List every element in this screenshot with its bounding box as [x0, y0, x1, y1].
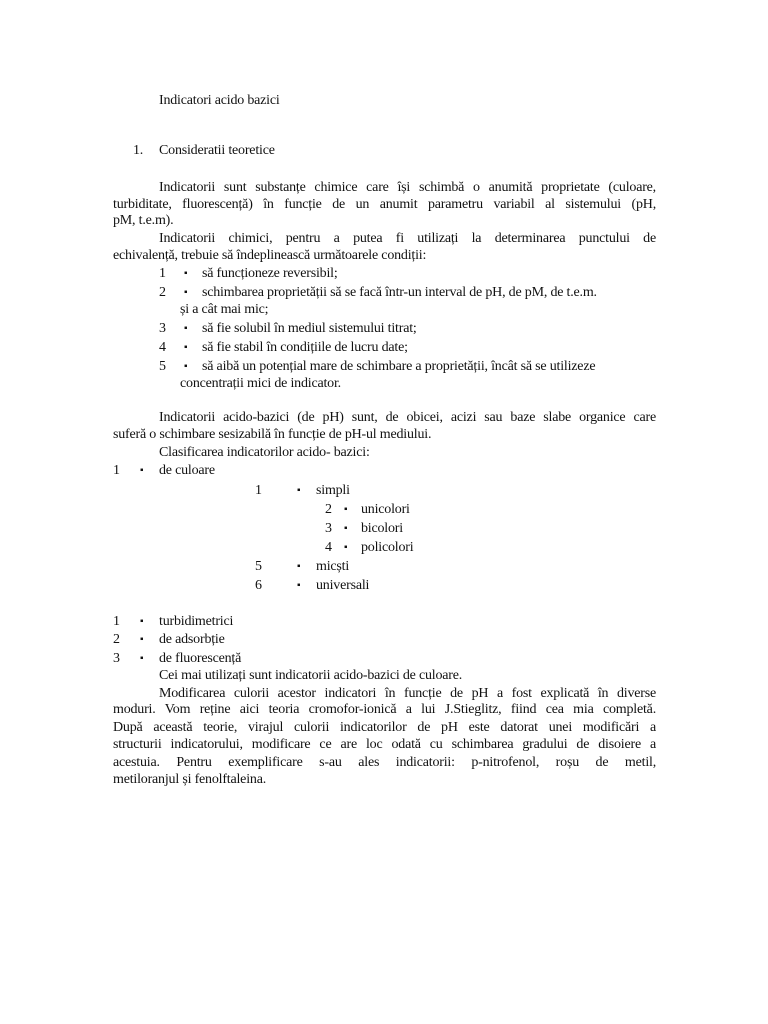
paragraph-line: turbiditate, fluorescență) în funcție de un anumit parametru variabil al sistemului (pH, [113, 197, 656, 212]
paragraph-line: Modificarea culorii acestor indicatori în funcție de pH a fost explicată în diverse [159, 686, 656, 701]
bullet-icon: ▪ [140, 653, 144, 664]
classification-subitem: simpli [316, 483, 350, 498]
bullet-icon: ▪ [297, 561, 301, 572]
list-number: 3 [325, 521, 332, 536]
list-number: 1 [113, 463, 120, 478]
list-number: 2 [159, 285, 166, 300]
list-number: 4 [325, 540, 332, 555]
bullet-icon: ▪ [344, 504, 348, 515]
list-number: 4 [159, 340, 166, 355]
paragraph-line: Indicatorii sunt substanțe chimice care își schimbă o anumită proprietate (culoare, [159, 180, 656, 195]
condition-text: să funcționeze reversibil; [202, 266, 338, 281]
document-title: Indicatori acido bazici [159, 93, 280, 108]
list-number: 1 [113, 614, 120, 629]
bullet-icon: ▪ [140, 616, 144, 627]
condition-text: să fie stabil în condițiile de lucru date; [202, 340, 408, 355]
paragraph-line: moduri. Vom reține aici teoria cromofor-ionică a lui J.Stieglitz, fiind cea mia completă. [113, 702, 656, 717]
list-number: 1 [255, 483, 262, 498]
paragraph-line: După această teorie, virajul culorii indicatorilor de pH este datorat unei modificări a [113, 720, 656, 735]
classification-item: turbidimetrici [159, 614, 234, 629]
list-number: 5 [159, 359, 166, 374]
bullet-icon: ▪ [184, 268, 188, 279]
paragraph-line: metiloranjul și fenolftaleina. [113, 772, 267, 787]
bullet-icon: ▪ [184, 323, 188, 334]
paragraph-line: Cei mai utilizați sunt indicatorii acido-bazici de culoare. [159, 668, 463, 683]
bullet-icon: ▪ [140, 465, 144, 476]
bullet-icon: ▪ [297, 580, 301, 591]
classification-subitem: bicolori [361, 521, 403, 536]
paragraph-line: acestuia. Pentru exemplificare s-au ales indicatorii: p-nitrofenol, roșu de metil, [113, 755, 656, 770]
bullet-icon: ▪ [344, 542, 348, 553]
list-number: 5 [255, 559, 262, 574]
classification-subitem: universali [316, 578, 370, 593]
paragraph-line: suferă o schimbare sesizabilă în funcție de pH-ul mediului. [113, 427, 432, 442]
condition-text: să aibă un potențial mare de schimbare a proprietății, încât să se utilizeze [202, 359, 596, 374]
classification-title: Clasificarea indicatorilor acido- bazici: [159, 445, 370, 460]
list-number: 1 [159, 266, 166, 281]
classification-item: de culoare [159, 463, 215, 478]
list-number: 3 [159, 321, 166, 336]
bullet-icon: ▪ [344, 523, 348, 534]
condition-text: să fie solubil în mediul sistemului titrat; [202, 321, 417, 336]
bullet-icon: ▪ [184, 361, 188, 372]
classification-item: de adsorbție [159, 632, 225, 647]
bullet-icon: ▪ [140, 634, 144, 645]
classification-item: de fluorescență [159, 651, 242, 666]
list-number: 3 [113, 651, 120, 666]
bullet-icon: ▪ [297, 485, 301, 496]
paragraph-line: structurii indicatorului, modificare ce are loc odată cu schimbarea gradului de disoiere a [113, 737, 656, 752]
condition-text-continued: și a cât mai mic; [180, 302, 269, 317]
list-number: 6 [255, 578, 262, 593]
paragraph-line: Indicatorii acido-bazici (de pH) sunt, de obicei, acizi sau baze slabe organice care [159, 410, 656, 425]
list-number: 2 [325, 502, 332, 517]
classification-subitem: micști [316, 559, 350, 574]
list-number: 2 [113, 632, 120, 647]
section-title: Consideratii teoretice [159, 143, 275, 158]
classification-subitem: policolori [361, 540, 414, 555]
paragraph-line: Indicatorii chimici, pentru a putea fi utilizați la determinarea punctului de [159, 231, 656, 246]
paragraph-line: pM, t.e.m). [113, 213, 174, 228]
section-number: 1. [133, 143, 144, 158]
condition-text: schimbarea proprietății să se facă într-un interval de pH, de pM, de t.e.m. [202, 285, 597, 300]
paragraph-line: echivalență, trebuie să îndeplinească următoarele condiții: [113, 248, 427, 263]
classification-subitem: unicolori [361, 502, 410, 517]
condition-text-continued: concentrații mici de indicator. [180, 376, 341, 391]
bullet-icon: ▪ [184, 342, 188, 353]
bullet-icon: ▪ [184, 287, 188, 298]
